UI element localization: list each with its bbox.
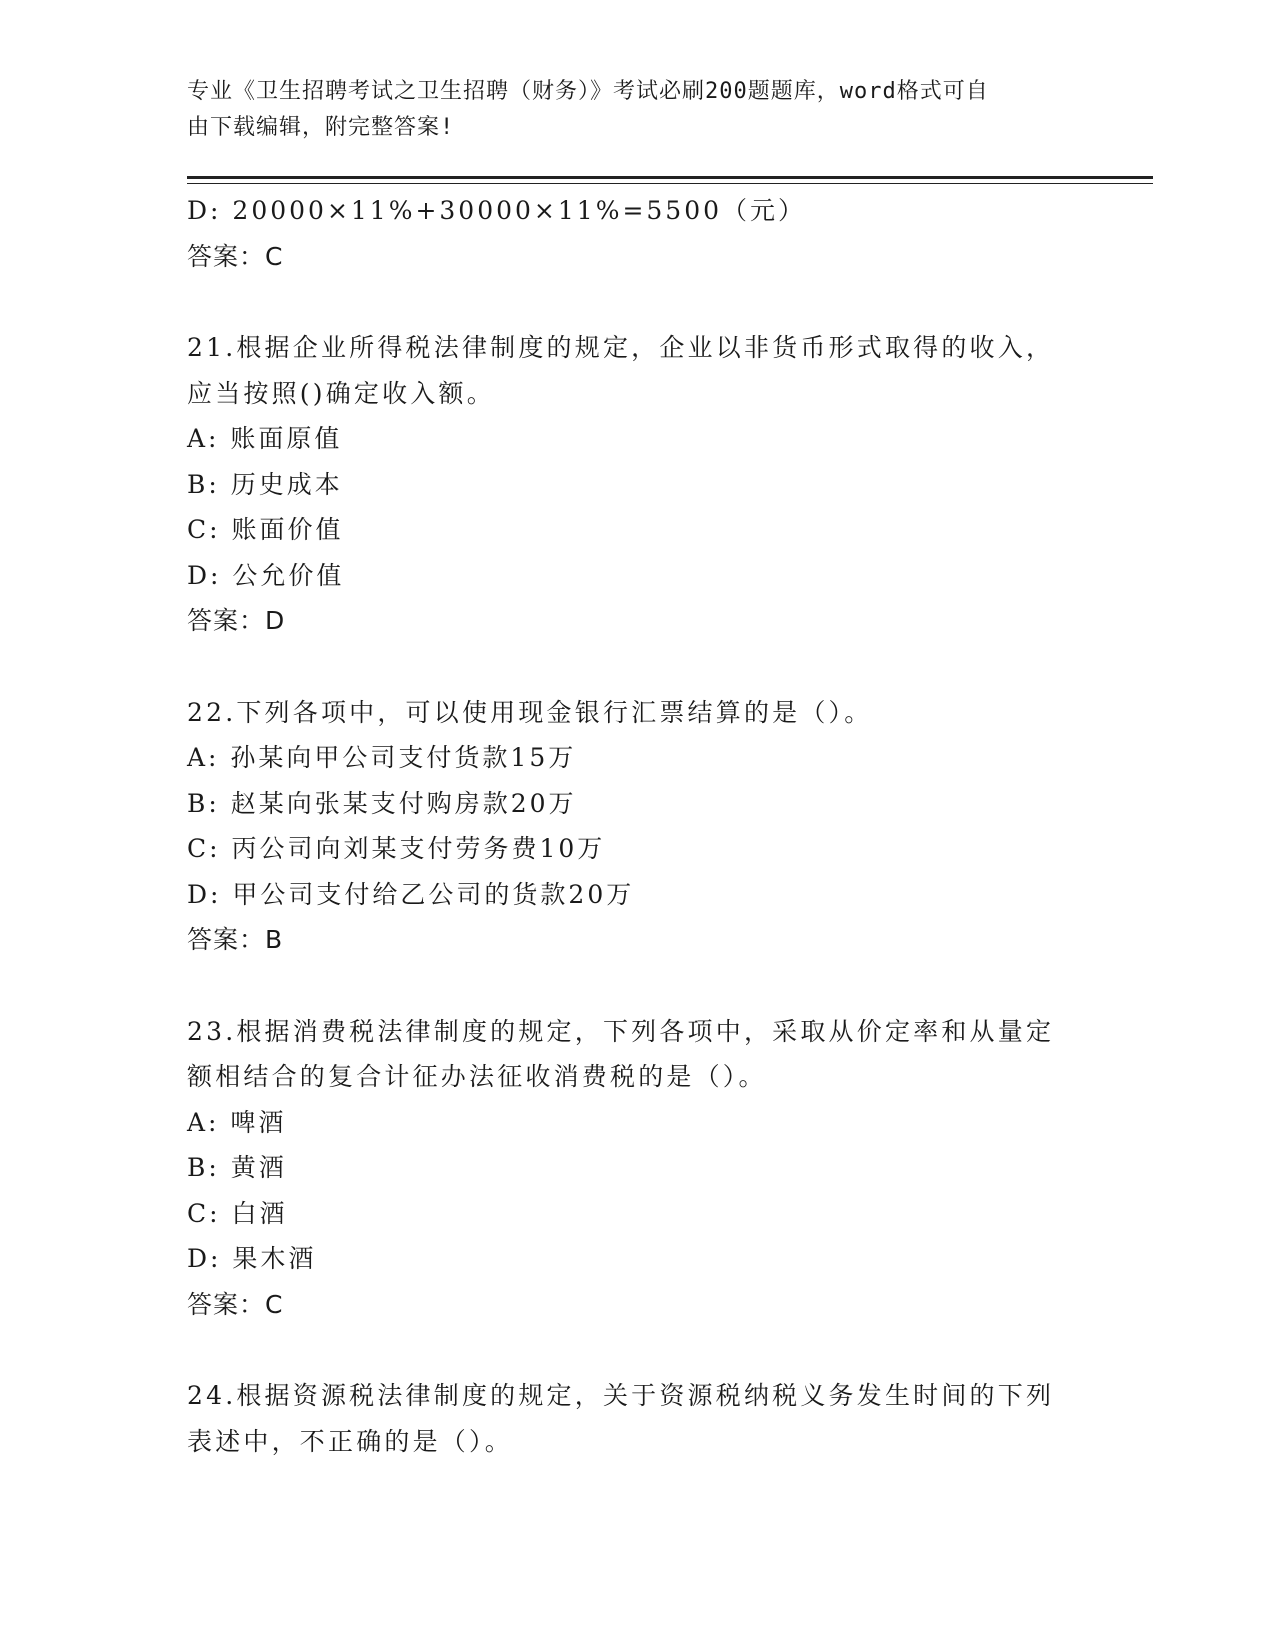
option-d: D: 公允价值 [187,560,345,590]
spacer [187,279,1087,325]
answer: 答案：C [187,241,284,271]
answer: 答案：C [187,1289,284,1319]
document-header [187,74,1067,146]
question-stem-line: 24.根据资源税法律制度的规定，关于资源税纳税义务发生时间的下列 [187,1381,1055,1410]
question-22 [187,690,1087,963]
spacer [187,644,1087,690]
document-body [187,188,1087,1464]
question-stem-line: 应当按照()确定收入额。 [187,378,495,408]
option-a: A: 账面原值 [187,424,343,453]
question-23 [187,1009,1087,1328]
option-b: B: 黄酒 [187,1153,287,1182]
option-c: C: 白酒 [187,1198,288,1228]
option-d: D: 果木酒 [187,1244,317,1273]
header-rule-thin [187,183,1153,184]
option-b: B: 赵某向张某支付购房款20万 [187,788,577,818]
option-a: A: 孙某向甲公司支付货款15万 [187,743,577,772]
answer: 答案：D [187,606,286,635]
question-stem-line: 表述中，不正确的是（）。 [187,1426,513,1456]
question-stem-line: 22.下列各项中，可以使用现金银行汇票结算的是（）。 [187,697,873,727]
answer: 答案：B [187,925,284,954]
header-rule-thick [187,176,1153,179]
spacer [187,1327,1087,1373]
question-stem-line: 23.根据消费税法律制度的规定，下列各项中，采取从价定率和从量定 [187,1016,1055,1046]
previous-question-tail [187,188,1087,279]
option-c: C: 丙公司向刘某支付劳务费10万 [187,834,606,863]
option-a: A: 啤酒 [187,1107,287,1137]
question-stem-line: 21.根据企业所得税法律制度的规定，企业以非货币形式取得的收入， [187,333,1055,362]
header-line-1: 专业《卫生招聘考试之卫生招聘（财务）》考试必刷200题题库，word格式可自 [187,79,989,104]
option-d: D: 甲公司支付给乙公司的货款20万 [187,879,635,909]
option-d: D: 20000×11%+30000×11%=5500（元） [187,196,807,225]
question-stem-line: 额相结合的复合计征办法征收消费税的是（）。 [187,1062,767,1091]
header-line-2: 由下载编辑，附完整答案! [187,115,455,140]
option-c: C: 账面价值 [187,515,344,544]
option-b: B: 历史成本 [187,469,343,499]
question-21 [187,325,1087,644]
spacer [187,963,1087,1009]
question-24 [187,1373,1087,1464]
